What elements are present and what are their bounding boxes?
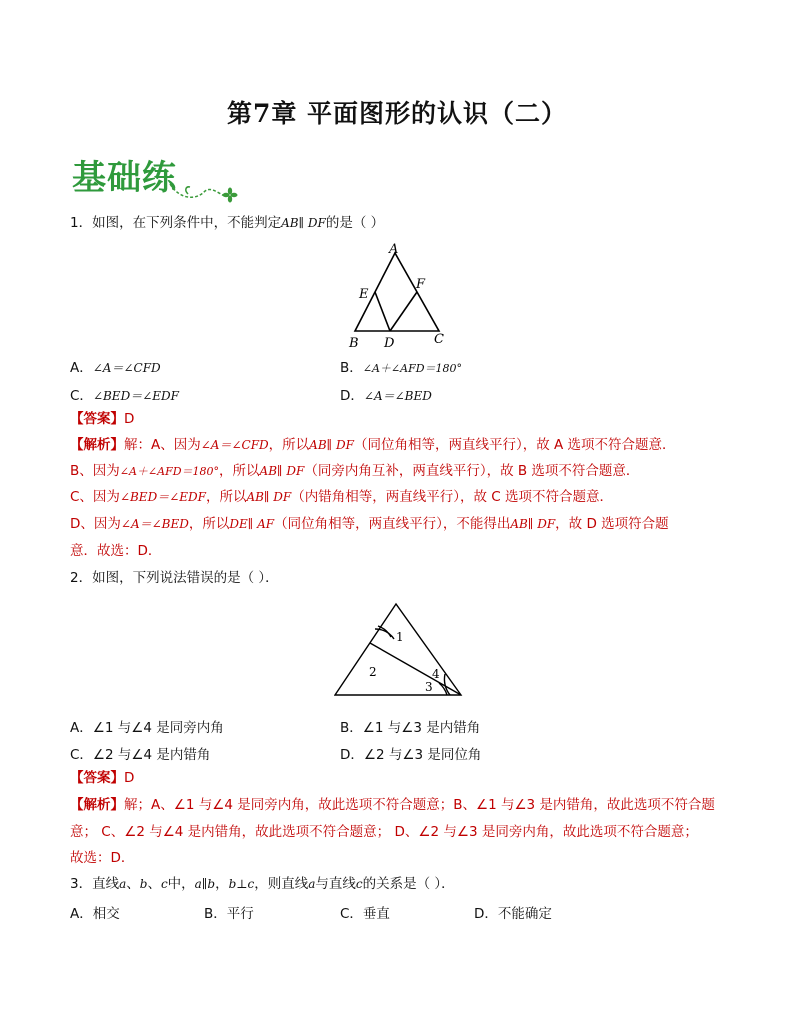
q1-option-b-label: B． (340, 360, 363, 376)
label-E: E (359, 287, 369, 302)
q1-answer (70, 409, 134, 429)
q1-l4b: ，所以 (188, 516, 230, 532)
q3-m4: a∥b (194, 877, 216, 891)
q1-analysis-line-2 (70, 461, 639, 482)
angle-label-2: 2 (369, 665, 377, 679)
q3-c: 、 (147, 876, 161, 892)
q3-f: ，则直线 (254, 876, 309, 892)
q1-l3b: ，所以 (205, 489, 247, 505)
q2-analysis-line-3: 故选：D． (70, 850, 135, 866)
q3-m7: c (355, 877, 363, 891)
q1-option-d-math: ∠A＝∠BED (363, 389, 432, 403)
q1-l1b: ，所以 (268, 437, 310, 453)
q2-analysis-tag: 【解析】 (70, 797, 124, 813)
q1-option-a-label: A． (70, 360, 93, 376)
q1-l4m3: AB∥ DF (510, 517, 556, 531)
q1-stem-text: 1．如图，在下列条件中，不能判定 (70, 215, 282, 231)
q1-l4m2: DE∥ AF (229, 517, 275, 531)
q2-l1: 解；A、∠1 与∠4 是同旁内角，故此选项不符合题意；B、∠1 与∠3 是内错角，故此选项不符合题 (124, 797, 715, 813)
q1-l2m: ∠A＋∠AFD＝180° (119, 465, 220, 478)
q3-m5: b⊥c (228, 877, 255, 891)
q3-g: 与直线 (315, 876, 356, 892)
q1-l4c: （同位角相等，两直线平行），不能得出 (274, 516, 511, 532)
q1-option-c-label: C． (70, 388, 93, 404)
label-D: D (384, 336, 395, 351)
q3-option-c: C．垂直 (340, 906, 390, 922)
q1-l3m2: AB∥ DF (246, 490, 292, 504)
q1-analysis-line-5: 意．故选：D． (70, 543, 162, 559)
q2-analysis-line-2: 意； C、∠2 与∠4 是内错角，故此选项不符合题意； D、∠2 与∠3 是同旁内角，故此选项不符合题意； (70, 824, 698, 840)
q1-stem-end: 的是（ ） (325, 215, 385, 231)
q1-answer-value: D (124, 411, 135, 427)
q3-h: 的关系是（ ）． (362, 876, 455, 892)
q3-b: 、 (126, 876, 140, 892)
label-B: B (349, 336, 359, 351)
q2-answer (70, 768, 134, 788)
q1-l4m: ∠A＝∠BED (120, 517, 189, 531)
q1-l3a: C、因为 (70, 489, 120, 505)
q1-l1m: ∠A＝∠CFD (200, 438, 269, 452)
section-badge (72, 150, 177, 199)
q1-l1m2: AB∥ DF (309, 438, 354, 452)
q1-analysis-tag: 【解析】 (70, 437, 124, 453)
q3-d: 中， (167, 876, 195, 892)
q3-m6: a (308, 877, 316, 891)
q1-option-c (70, 384, 179, 404)
q2-option-d: D．∠2 与∠3 是同位角 (340, 747, 482, 763)
label-C: C (434, 332, 444, 347)
q3-m2: b (139, 877, 148, 891)
label-A: A (389, 242, 399, 257)
q1-option-a-math: ∠A＝∠CFD (92, 361, 161, 375)
q3-m3: c (160, 877, 168, 891)
q1-l1a: 解：A、因为 (124, 437, 201, 453)
q2-answer-value: D (124, 770, 135, 786)
q1-option-b-math: ∠A＋∠AFD＝180° (362, 362, 463, 375)
badge-text: 基础练 (72, 158, 177, 198)
q2-stem: 2．如图，下列说法错误的是（ ）． (70, 570, 279, 586)
q1-option-b (340, 356, 462, 376)
q1-stem (70, 213, 384, 233)
q1-l2m2: AB∥ DF (259, 464, 305, 478)
q1-l3m: ∠BED＝∠EDF (119, 490, 206, 504)
label-F: F (416, 277, 426, 292)
vine-decoration-icon (168, 170, 240, 206)
page-title: 第7章 平面图形的认识（二） (226, 99, 568, 128)
angle-label-3: 3 (425, 680, 433, 694)
q1-analysis-line-4 (70, 514, 669, 534)
q1-triangle-figure (340, 240, 470, 352)
q1-l3c: （内错角相等，两直线平行），故 C 选项不符合题意． (291, 489, 614, 505)
q2-option-b: B．∠1 与∠3 是内错角 (340, 720, 481, 736)
q1-stem-math: AB∥ DF (281, 216, 326, 230)
q3-a: 3．直线 (70, 876, 120, 892)
q2-option-c: C．∠2 与∠4 是内错角 (70, 747, 211, 763)
q1-analysis-line-3 (70, 487, 613, 507)
q3-stem (70, 874, 455, 894)
q1-l2c: （同旁内角互补，两直线平行），故 B 选项不符合题意． (304, 463, 640, 479)
q3-option-d: D．不能确定 (474, 906, 552, 922)
q1-analysis-line-1 (70, 435, 676, 455)
q2-answer-tag: 【答案】 (70, 770, 124, 786)
q1-answer-tag: 【答案】 (70, 411, 124, 427)
q2-option-a: A．∠1 与∠4 是同旁内角 (70, 720, 224, 736)
q1-option-c-math: ∠BED＝∠EDF (92, 389, 179, 403)
q1-l4d: ，故 D 选项符合题 (555, 516, 669, 532)
q2-triangle-figure (334, 600, 464, 700)
q1-l2b: ，所以 (219, 463, 260, 479)
q3-option-a: A．相交 (70, 906, 120, 922)
q1-l1c: （同位角相等，两直线平行），故 A 选项不符合题意． (353, 437, 676, 453)
q1-l4a: D、因为 (70, 516, 121, 532)
q1-l2a: B、因为 (70, 463, 120, 479)
q3-e: ， (215, 876, 229, 892)
q3-m1: a (119, 877, 127, 891)
q1-option-d (340, 384, 432, 404)
q1-option-a (70, 356, 161, 376)
q3-option-b: B．平行 (204, 906, 254, 922)
q2-analysis-line-1 (70, 795, 715, 815)
q1-option-d-label: D． (340, 388, 364, 404)
angle-label-1: 1 (396, 630, 404, 644)
angle-label-4: 4 (432, 667, 440, 681)
